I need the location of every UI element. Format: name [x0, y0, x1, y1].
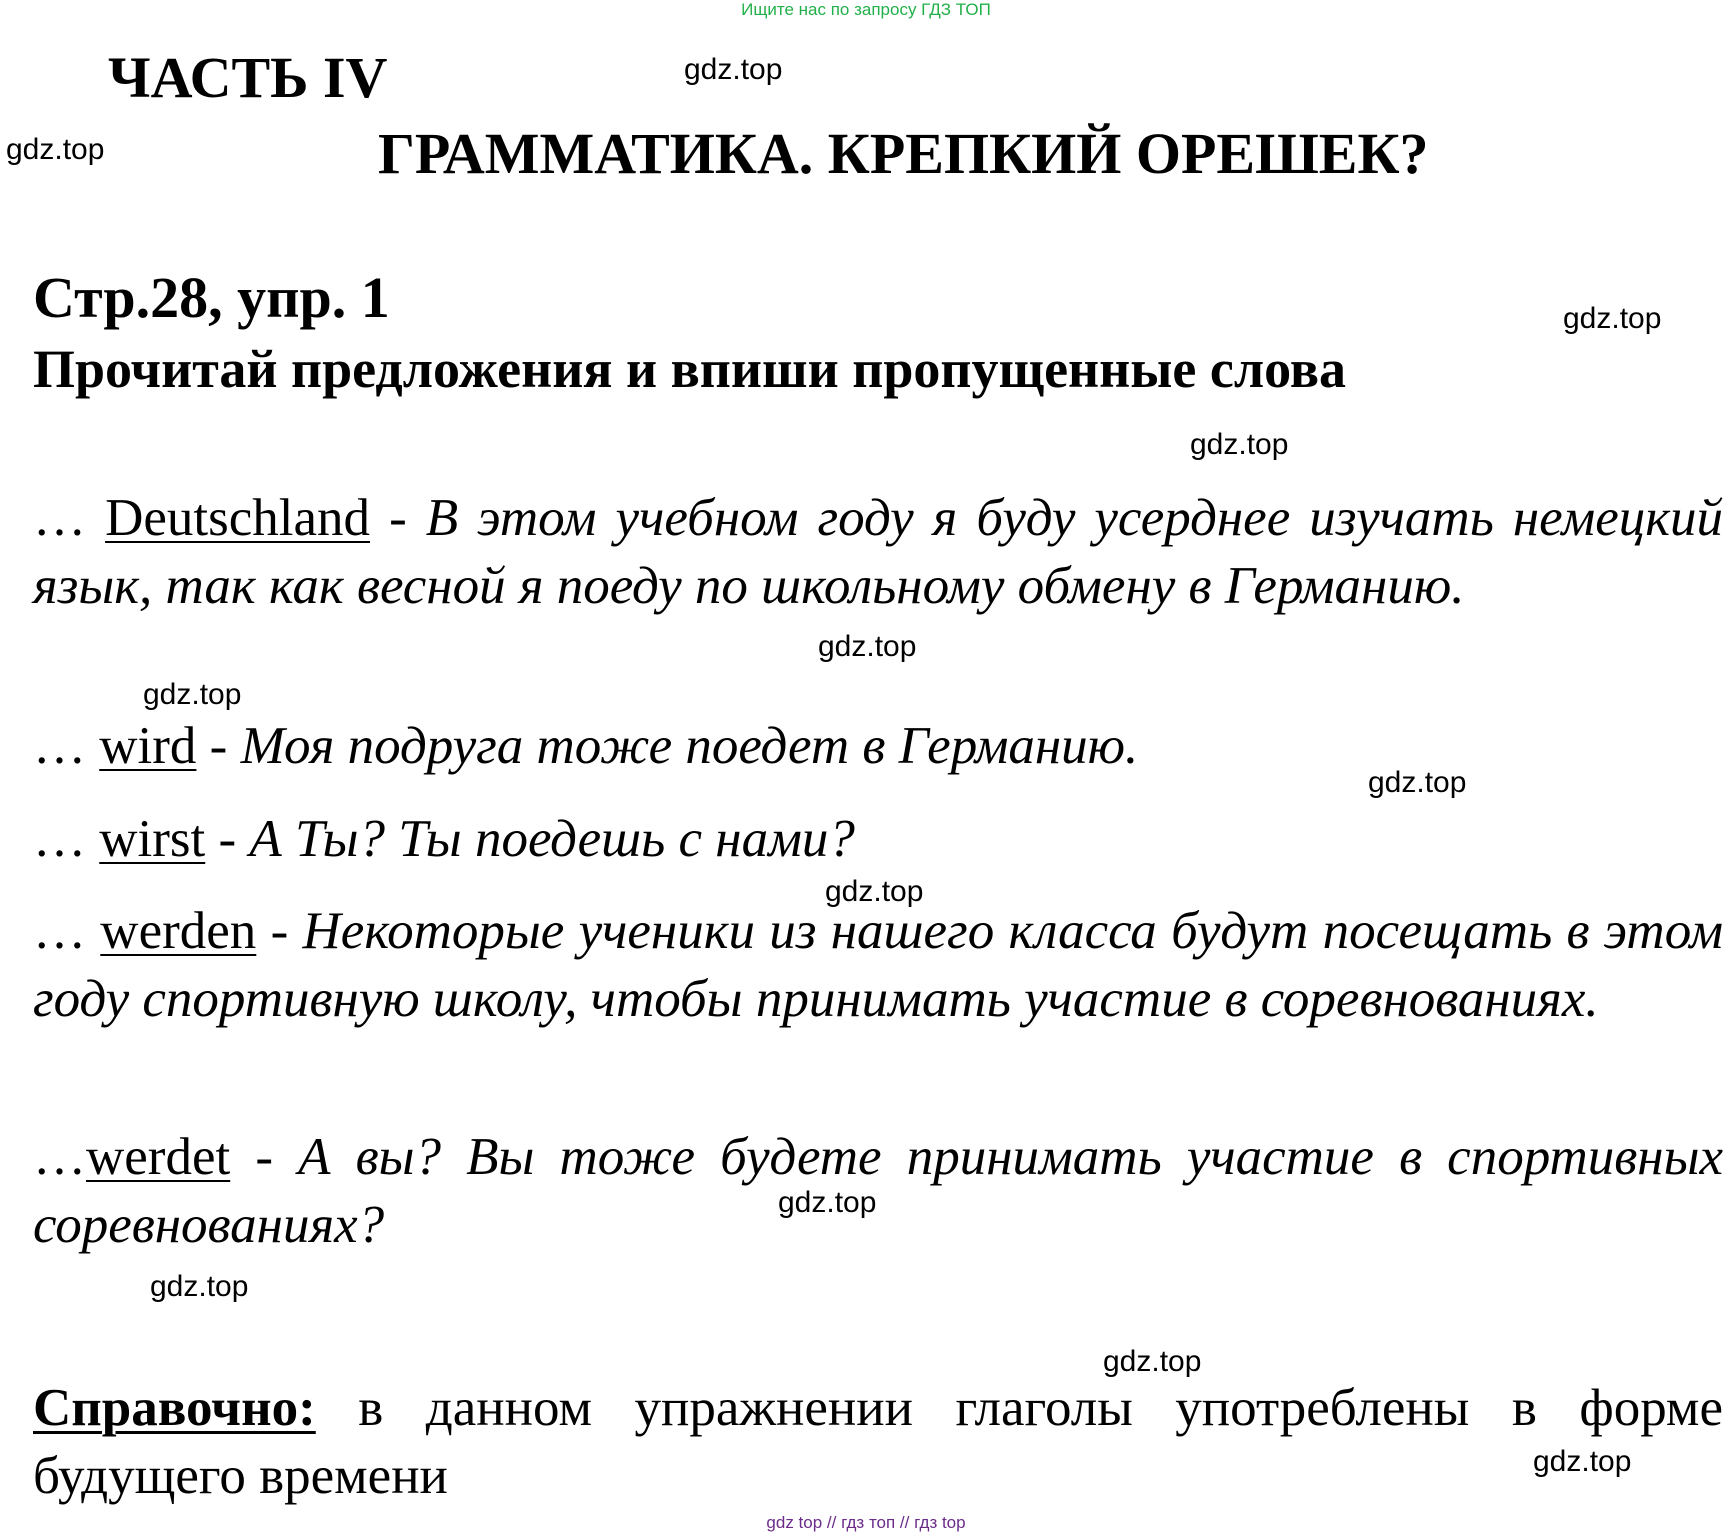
answer-dash: - — [196, 717, 241, 775]
answer-word: wirst — [99, 810, 206, 868]
answer-dash: - — [230, 1128, 299, 1186]
watermark: gdz.top — [825, 875, 924, 908]
translation: Некоторые ученики из нашего класса будут посещать в этом году спортивную школу, чтобы принимать участие в соревнованиях. — [33, 902, 1724, 1028]
answer-item — [33, 805, 1723, 873]
answer-prefix: … — [33, 489, 106, 547]
translation: А вы? Вы тоже будете принимать участие в спортивных соревнованиях? — [33, 1128, 1724, 1254]
reference-note — [33, 1374, 1723, 1510]
watermark: gdz.top — [684, 53, 783, 86]
answer-word: werdet — [86, 1128, 231, 1186]
answer-dash: - — [256, 902, 303, 960]
watermark: gdz.top — [1190, 428, 1289, 461]
answer-prefix: … — [33, 902, 101, 960]
translation: В этом учебном году я буду усерднее изучать немецкий язык, так как весной я поеду по школьному обмену в Германию. — [33, 489, 1724, 615]
watermark: gdz.top — [1368, 766, 1467, 799]
answer-dash: - — [205, 810, 250, 868]
answer-prefix: … — [33, 1128, 86, 1186]
bottom-banner: gdz top // гдз топ // гдз top — [766, 1513, 966, 1532]
top-banner: Ищите нас по запросу ГДЗ ТОП — [741, 0, 991, 19]
answer-word: wird — [99, 717, 197, 775]
watermark: gdz.top — [1563, 302, 1662, 335]
answer-prefix: … — [33, 717, 100, 775]
watermark: gdz.top — [778, 1186, 877, 1219]
watermark: gdz.top — [1103, 1345, 1202, 1378]
translation: А Ты? Ты поедешь с нами? — [249, 810, 855, 868]
answer-item — [33, 1123, 1723, 1259]
answer-word: werden — [100, 902, 257, 960]
task-instruction: Прочитай предложения и впиши пропущенные слова — [33, 339, 1346, 399]
answer-item — [33, 484, 1723, 620]
answer-item — [33, 897, 1723, 1033]
answer-dash: - — [370, 489, 426, 547]
answer-word: Deutschland — [105, 489, 371, 547]
answer-item — [33, 712, 1723, 780]
exercise-reference: Стр.28, упр. 1 — [33, 265, 390, 330]
answer-prefix: … — [33, 810, 100, 868]
translation: Моя подруга тоже поедет в Германию. — [240, 717, 1139, 775]
watermark: gdz.top — [1533, 1445, 1632, 1478]
watermark: gdz.top — [6, 133, 105, 166]
watermark: gdz.top — [143, 678, 242, 711]
part-title: ЧАСТЬ IV — [108, 45, 388, 110]
note-text: в данном упражнении глаголы употреблены в форме будущего времени — [33, 1379, 1723, 1505]
section-title: ГРАММАТИКА. КРЕПКИЙ ОРЕШЕК? — [378, 121, 1429, 186]
note-label: Справочно: — [33, 1379, 316, 1437]
watermark: gdz.top — [150, 1270, 249, 1303]
watermark: gdz.top — [818, 630, 917, 663]
